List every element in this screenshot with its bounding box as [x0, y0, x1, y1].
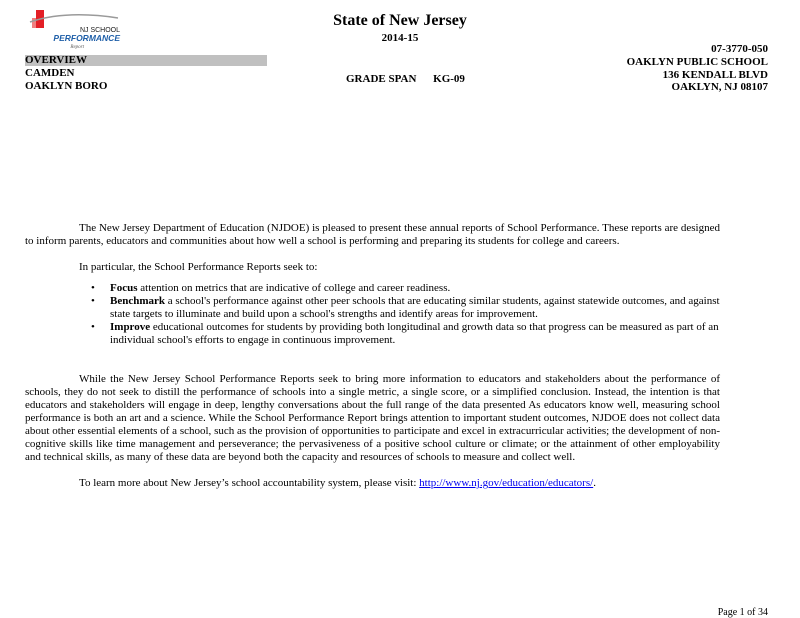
page-title: State of New Jersey	[333, 12, 467, 29]
school-name: OAKLYN PUBLIC SCHOOL	[626, 55, 768, 68]
bullet-icon: •	[91, 321, 95, 333]
school-info	[508, 43, 768, 94]
educators-link[interactable]: http://www.nj.gov/education/educators/	[419, 477, 594, 489]
list-item	[25, 295, 720, 321]
district-name: OAKLYN BORO	[25, 80, 108, 92]
bullet-text: a school's performance against other peer schools that are educating similar students, against statewide outcomes, and against state targets to illuminate and build upon a school's strengths and identify areas for improvement.	[110, 295, 720, 320]
bullet-icon: •	[91, 282, 95, 294]
bullet-keyword: Focus	[110, 282, 138, 294]
logo-line2: PERFORMANCE	[53, 33, 120, 43]
school-address-line2: OAKLYN, NJ 08107	[671, 81, 768, 94]
bullet-text: attention on metrics that are indicative of college and career readiness.	[137, 282, 451, 294]
bullet-icon: •	[91, 295, 95, 307]
grade-span-label: GRADE SPAN	[346, 73, 417, 85]
school-code: 07-3770-050	[711, 43, 768, 55]
report-year: 2014-15	[381, 32, 419, 44]
overview-body	[25, 222, 720, 490]
learn-more-text: To learn more about New Jersey’s school accountability system, please visit:	[79, 477, 420, 489]
grade-span	[346, 73, 465, 85]
bullet-keyword: Improve	[110, 321, 151, 333]
intro-paragraph: The New Jersey Department of Education (NJDOE) is pleased to present these annual reports of School Performance. These reports are designed to inform parents, educators and communities about how well a school is performing and preparing its students for college and careers.	[25, 222, 720, 247]
logo-line1: NJ SCHOOL	[79, 27, 120, 34]
learn-more-paragraph	[25, 477, 720, 490]
list-item	[25, 321, 720, 347]
bullet-text: educational outcomes for students by providing both longitudinal and growth data so that progress can be measured as part of an individual school's efforts to engage in continuous improvement.	[110, 321, 719, 346]
closing-paragraph: While the New Jersey School Performance Reports seek to bring more information to educators and stakeholders about the performance of schools, they do not seek to distill the performance of schools into a single metric, a single score, or a simplified conclusion. Instead, the intention is that educators and stakeholders will engage in deep, lengthy conversations about the full range of the data presented As educators know well, measuring school performance is both an art and a science. While the School Performance Report brings attention to important student outcomes, NJDOE does not collect data about other essential elements of a school, such as the provision of opportunities to participate and excel in extracurricular activities; the development of non-cognitive skills like time management and perseverance; the pervasiveness of a positive school culture or climate; or the attainment of other employability and technical skills, as many of these data are beyond both the capacity and resources of schools to measure and collect well.	[25, 373, 720, 463]
logo-line3: Report	[70, 45, 84, 50]
grade-span-value: KG-09	[433, 73, 465, 85]
goals-list	[25, 282, 720, 347]
lead-paragraph: In particular, the School Performance Reports seek to:	[79, 261, 318, 273]
section-label: OVERVIEW	[25, 54, 87, 66]
list-item	[25, 282, 720, 295]
county-name: CAMDEN	[25, 67, 75, 79]
bullet-keyword: Benchmark	[110, 295, 165, 307]
learn-more-suffix: .	[593, 477, 596, 489]
school-address-line1: 136 KENDALL BLVD	[662, 68, 768, 81]
page-number: Page 1 of 34	[717, 607, 768, 618]
